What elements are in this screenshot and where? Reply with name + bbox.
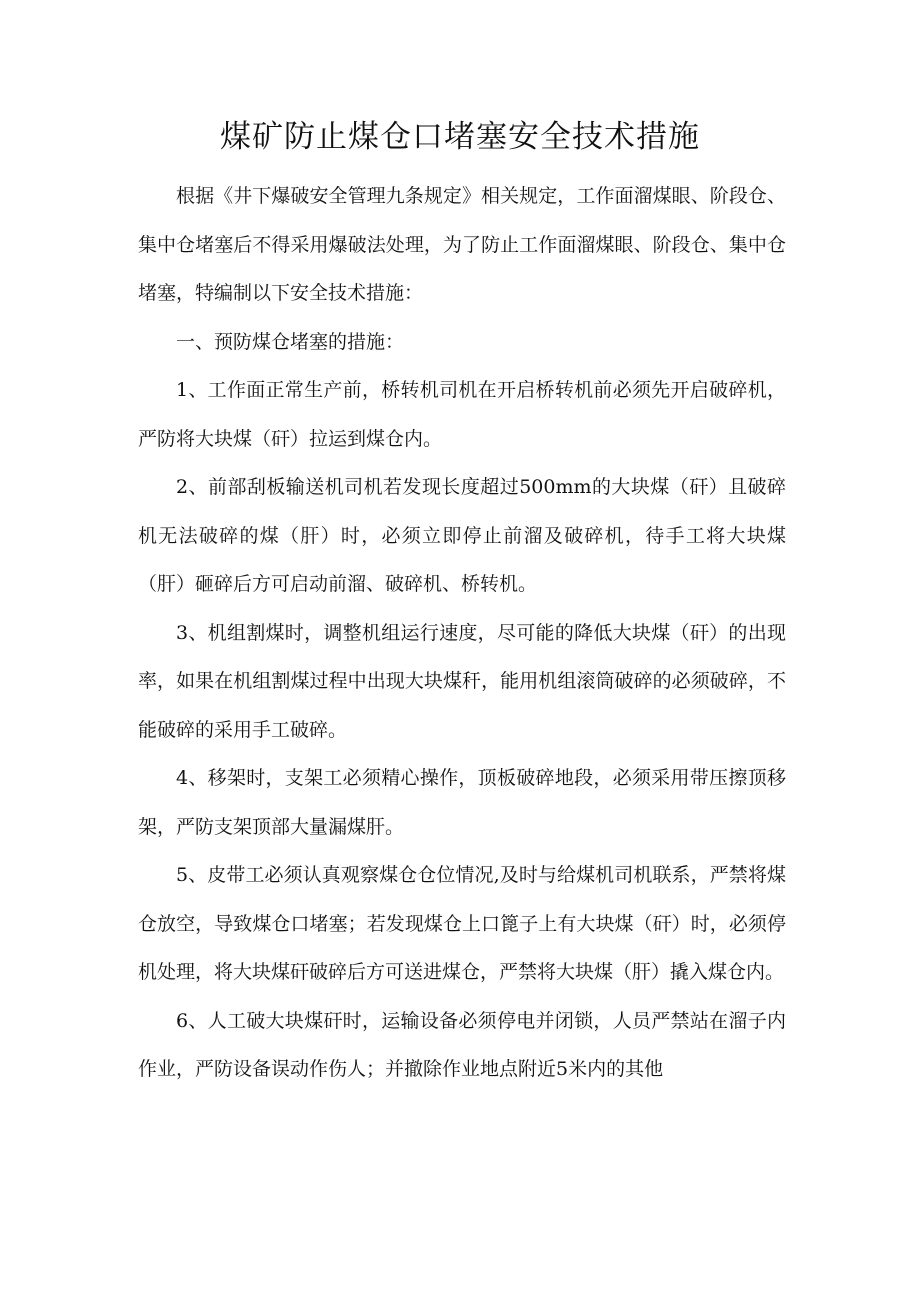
paragraph-item-5: 5、皮带工必须认真观察煤仓仓位情况,及时与给煤机司机联系，严禁将煤仓放空，导致煤仓口堵塞；若发现煤仓上口篦子上有大块煤（矸）时，必须停机处理，将大块煤矸破碎后方可送进煤仓，严禁将大块煤（肝）撬入煤仓内。 [138, 864, 786, 983]
document-title: 煤矿防止煤仓口堵塞安全技术措施 [220, 119, 700, 155]
paragraph-item-2: 2、前部刮板输送机司机若发现长度超过500mm的大块煤（矸）且破碎机无法破碎的煤（肝）时，必须立即停止前溜及破碎机，待手工将大块煤（肝）砸碎后方可启动前溜、破碎机、桥转机。 [138, 476, 786, 595]
document-body [138, 172, 786, 1094]
paragraph-item-1: 1、工作面正常生产前，桥转机司机在开启桥转机前必须先开启破碎机，严防将大块煤（矸）拉运到煤仓内。 [138, 379, 786, 450]
paragraph-intro: 根据《井下爆破安全管理九条规定》相关规定，工作面溜煤眼、阶段仓、集中仓堵塞后不得采用爆破法处理，为了防止工作面溜煤眼、阶段仓、集中仓堵塞，特编制以下安全技术措施： [138, 185, 786, 304]
paragraph-item-4: 4、移架时，支架工必须精心操作，顶板破碎地段，必须采用带压擦顶移架，严防支架顶部大量漏煤肝。 [138, 767, 786, 838]
paragraph-item-6: 6、人工破大块煤矸时，运输设备必须停电并闭锁，人员严禁站在溜子内作业，严防设备误动作伤人；并撤除作业地点附近5米内的其他 [138, 1009, 786, 1080]
paragraph-item-3: 3、机组割煤时，调整机组运行速度，尽可能的降低大块煤（矸）的出现率，如果在机组割煤过程中出现大块煤秆，能用机组滚筒破碎的必须破碎，不能破碎的采用手工破碎。 [138, 621, 786, 741]
section-heading-1: 一、预防煤仓堵塞的措施： [176, 330, 405, 353]
